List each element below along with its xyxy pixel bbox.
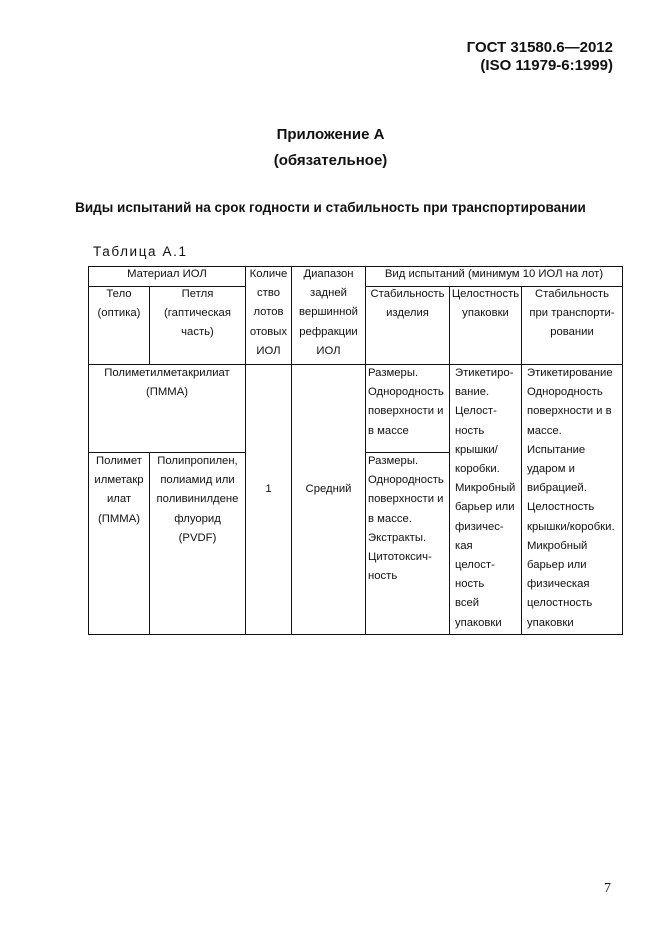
- header-transport-stability: Стабильность при транспорти- ровании: [529, 288, 615, 339]
- standard-number: ГОСТ 31580.6—2012: [466, 39, 613, 56]
- annex-subtitle: Виды испытаний на срок годности и стабильность при транспортировании: [75, 200, 586, 215]
- row1-stability: Размеры. Однородность поверхности и в массе: [368, 367, 444, 437]
- header-loop: Петля (гаптическая часть): [164, 288, 231, 339]
- annex-status: (обязательное): [273, 152, 388, 169]
- row2-stability: Размеры. Однородность поверхности и в массе. Экстракты. Цитотоксич- ность: [368, 455, 444, 583]
- header-material: Материал ИОЛ: [127, 268, 207, 280]
- header-quantity: Количе ство лотов отовых ИОЛ: [249, 268, 288, 357]
- row1-material: Полиметилметакрилиат (ПММА): [104, 367, 230, 399]
- header-range: Диапазон задней вершинной рефракции ИОЛ: [299, 268, 358, 357]
- row2-loop: Полипропилен, полиамид или поливинилдене флуорид (PVDF): [156, 455, 239, 544]
- shared-transport-stability: Этикетирование Однородность поверхности и в массе. Испытание ударом и вибрацией. Целостность крышки/коробки. Микробный барьер или физическая целостность упаковки: [527, 367, 615, 629]
- shared-range: Средний: [305, 483, 352, 495]
- annex-title: Приложение А: [276, 126, 385, 143]
- header-package-integrity: Целостность упаковки: [451, 288, 520, 320]
- table-label: Таблица А.1: [93, 244, 188, 259]
- shared-package-integrity: Этикетиро- вание. Целост- ность крышки/ коробки. Микробный барьер или физичес- кая целост- ность всей упаковки: [455, 367, 516, 629]
- header-test-type: Вид испытаний (минимум 10 ИОЛ на лот): [384, 268, 604, 280]
- header-product-stability: Стабильность изделия: [370, 288, 445, 320]
- iso-number: (ISO 11979-6:1999): [480, 57, 613, 74]
- page-number: 7: [604, 881, 611, 896]
- shared-quantity: 1: [265, 483, 272, 495]
- row2-body: Полимет илметакр илат (ПММА): [94, 455, 144, 525]
- header-body: Тело (оптика): [97, 288, 141, 320]
